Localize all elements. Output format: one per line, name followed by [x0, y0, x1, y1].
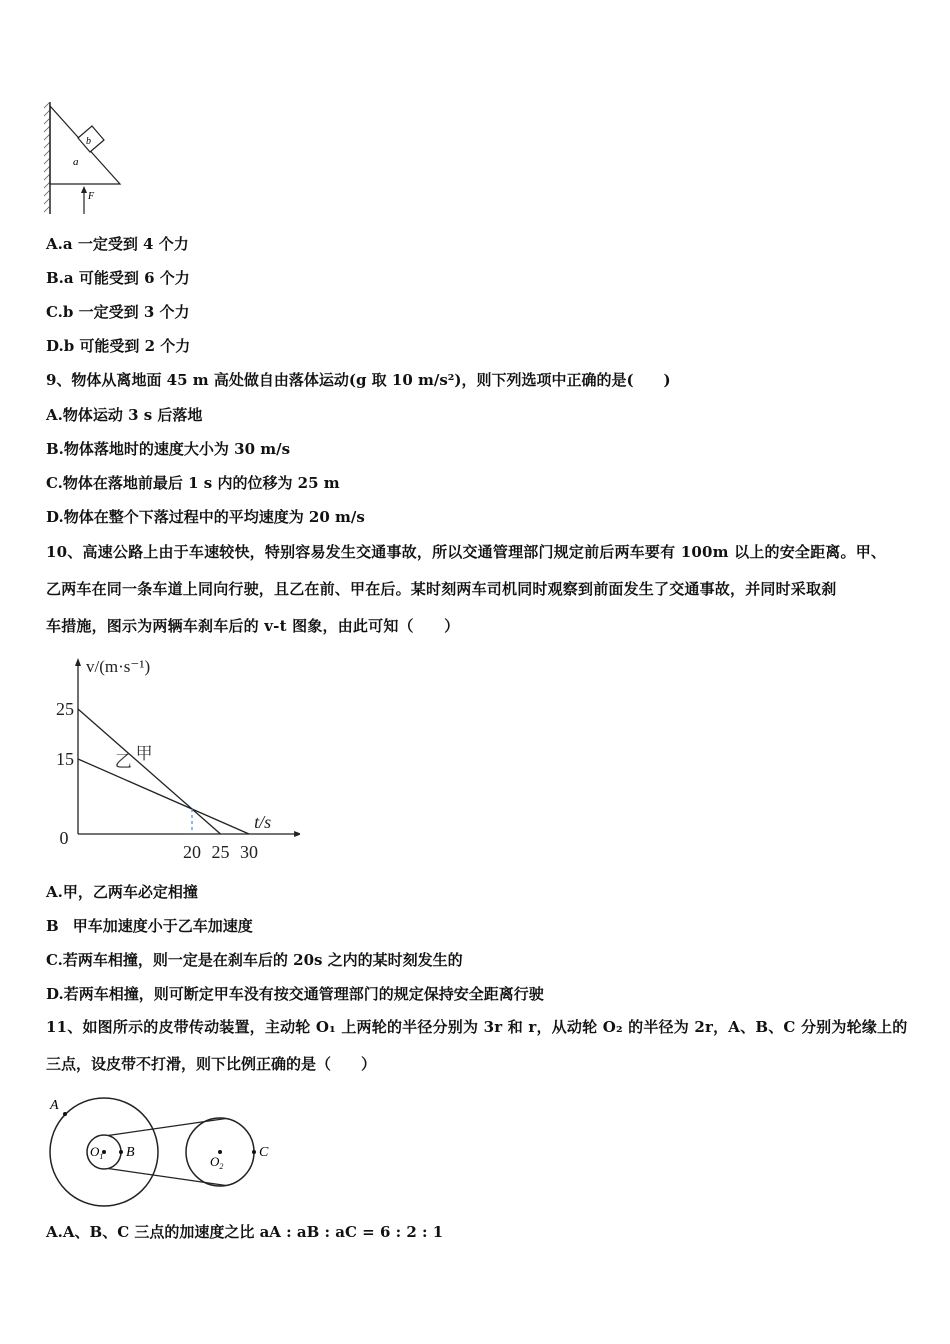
option-letter: B — [46, 917, 59, 935]
option-letter: C. — [46, 951, 63, 969]
q8-option-b — [46, 268, 190, 288]
q10-stem-line-2: 乙两车在同一条车道上同向行驶，且乙在前、甲在后。某时刻两车司机同时观察到前面发生了交通事故，并同时采取刹 — [46, 580, 837, 598]
option-letter: B. — [46, 440, 64, 458]
option-text: b 一定受到 3 个力 — [62, 303, 190, 321]
q9-option-c — [46, 473, 340, 493]
option-text: a 一定受到 4 个力 — [62, 235, 189, 253]
option-text: 若两车相撞，则可断定甲车没有按交通管理部门的规定保持安全距离行驶 — [63, 985, 544, 1003]
series-name-label: 乙 — [114, 752, 132, 771]
label-C: C — [259, 1145, 269, 1160]
y-tick-label: 15 — [56, 749, 74, 769]
option-letter: D. — [46, 508, 64, 526]
q8-label-F: F — [88, 191, 95, 202]
belt-top — [108, 1119, 226, 1136]
option-letter: A. — [46, 1223, 63, 1241]
q11-stem-line-1: 11、如图所示的皮带传动装置，主动轮 O₁ 上两轮的半径分别为 3r 和 r，从动轮 O₂ 的半径为 2r，A、B、C 分别为轮缘上的 — [46, 1018, 908, 1036]
label-B: B — [126, 1145, 135, 1160]
option-text: A、B、C 三点的加速度之比 aA : aB : aC = 6 : 2 : 1 — [62, 1223, 444, 1241]
q8-option-d — [46, 336, 190, 356]
option-text: 甲，乙两车必定相撞 — [62, 883, 198, 901]
q9-stem: 9、物体从离地面 45 m 高处做自由落体运动(g 取 10 m/s²)，则下列选项中正确的是( ) — [46, 371, 671, 389]
option-text: b 可能受到 2 个力 — [63, 337, 191, 355]
label-A: A — [50, 1098, 59, 1113]
option-letter: C. — [46, 303, 63, 321]
q10-stem-line-1: 10、高速公路上由于车速较快，特别容易发生交通事故，所以交通管理部门规定前后两车要有 100m 以上的安全距离。甲、 — [46, 543, 887, 561]
option-text: 甲车加速度小于乙车加速度 — [72, 917, 253, 935]
series-name-label: 甲 — [135, 744, 153, 763]
q10-option-c — [46, 950, 463, 970]
label-O1: $O_1$ — [90, 1144, 104, 1161]
y-axis-label: v/(m·s⁻¹) — [86, 657, 151, 676]
option-letter: A. — [46, 235, 63, 253]
option-letter: B. — [46, 269, 64, 287]
q11-stem-line-2: 三点，设皮带不打滑，则下比例正确的是（ ） — [46, 1055, 377, 1073]
q8-option-c — [46, 302, 190, 322]
option-text: 物体在落地前最后 1 s 内的位移为 25 m — [62, 474, 340, 492]
q9-option-a — [46, 405, 202, 425]
q8-label-b: b — [86, 136, 91, 147]
q9-option-b — [46, 439, 290, 459]
option-text: 物体在整个下落过程中的平均速度为 20 m/s — [63, 508, 365, 526]
q10-vt-chart — [40, 650, 300, 865]
option-letter: D. — [46, 337, 64, 355]
q10-option-d — [46, 984, 544, 1004]
option-text: 物体运动 3 s 后落地 — [62, 406, 203, 424]
option-text: 物体落地时的速度大小为 30 m/s — [63, 440, 291, 458]
q8-option-a — [46, 234, 189, 254]
q11-belt-drive-figure — [40, 1090, 280, 1210]
series-line-jia — [78, 709, 221, 834]
x-tick-label: 30 — [240, 842, 258, 862]
y-axis-arrow — [75, 658, 81, 666]
option-letter: A. — [46, 406, 63, 424]
option-letter: C. — [46, 474, 63, 492]
option-letter: D. — [46, 985, 64, 1003]
y-tick-label: 25 — [56, 699, 74, 719]
q11-option-a — [46, 1222, 443, 1242]
option-letter: A. — [46, 883, 63, 901]
x-tick-label: 20 — [183, 842, 201, 862]
q8-label-a: a — [73, 156, 79, 168]
q8-wedge-figure — [40, 98, 130, 218]
label-O2: $O_2$ — [210, 1154, 224, 1171]
x-axis-arrow — [294, 831, 300, 837]
x-axis-label: t/s — [254, 812, 272, 832]
q10-option-b — [46, 916, 253, 936]
option-text: 若两车相撞，则一定是在刹车后的 20s 之内的某时刻发生的 — [62, 951, 463, 969]
belt-bottom — [108, 1169, 226, 1186]
series-line-yi — [78, 759, 249, 834]
q9-option-d — [46, 507, 365, 527]
q10-option-a — [46, 882, 198, 902]
x-tick-label: 25 — [211, 842, 230, 862]
option-text: a 可能受到 6 个力 — [63, 269, 190, 287]
q10-stem-line-3: 车措施，图示为两辆车刹车后的 v-t 图象，由此可知（ ） — [46, 617, 460, 635]
origin-label: 0 — [59, 828, 69, 848]
